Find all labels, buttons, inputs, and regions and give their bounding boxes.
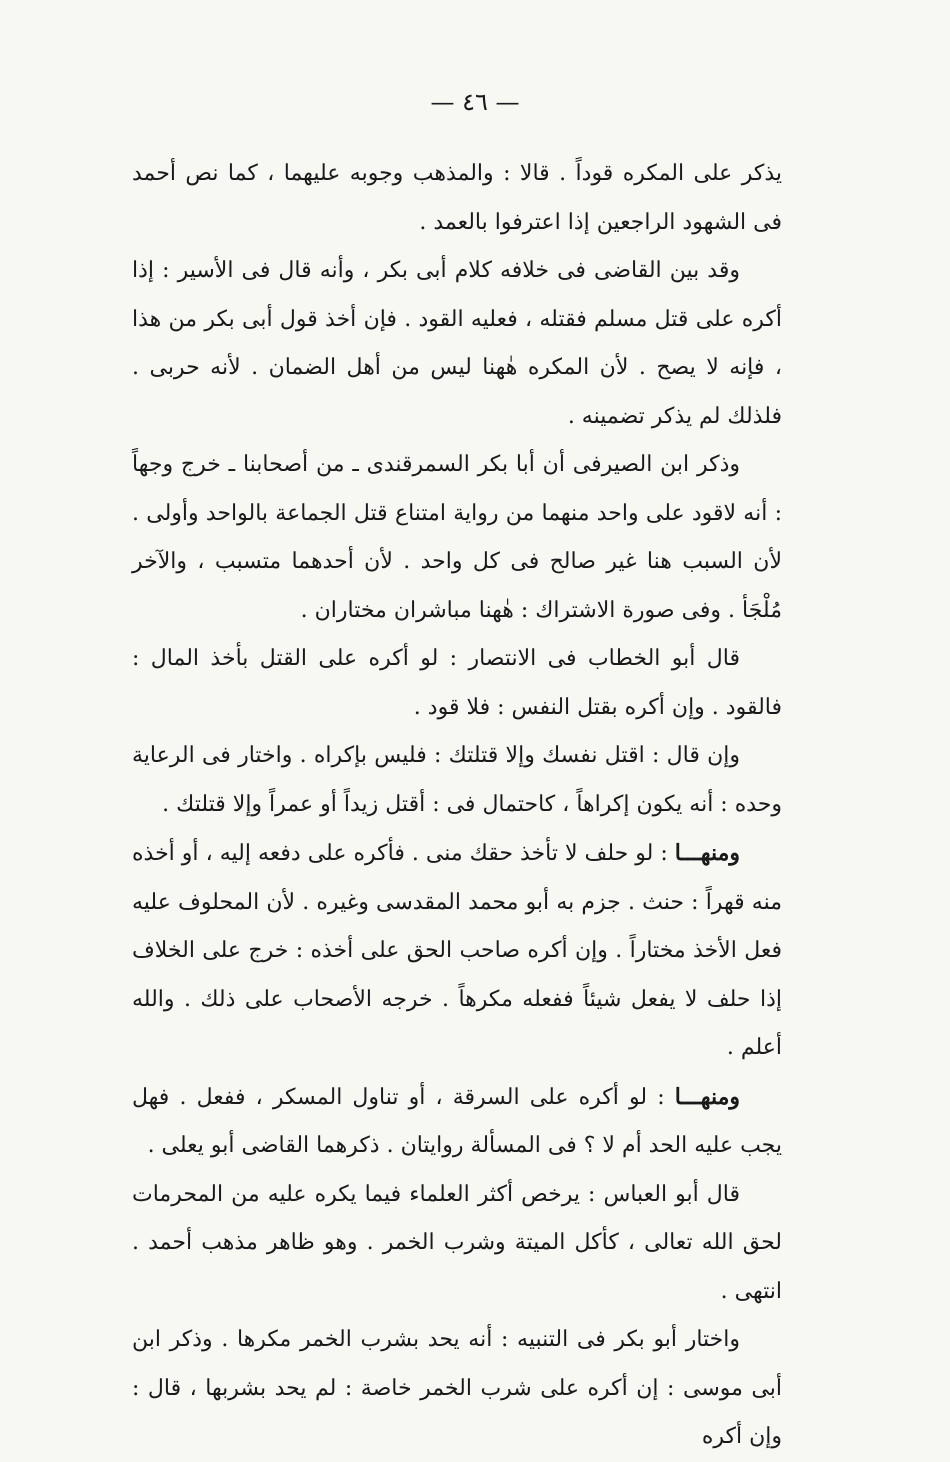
paragraph-text: وذكر ابن الصيرفى أن أبا بكر السمرقندى ـ من أصحابنا ـ خرج وجهاً : أنه لاقود على واحد منهما من رواية امتناع قتل الجماعة بالواحد وأولى . لأن السبب هنا غير صالح فى كل واحد . لأن أحدهما متسبب ، والآخر مُلْجَأ . وفى صورة الاشتراك : هٰهنا مباشران مختاران . (132, 452, 782, 623)
paragraph-text: وإن قال : اقتل نفسك وإلا قتلتك : فليس بإكراه . واختار فى الرعاية وحده : أنه يكون إكراهاً ، كاحتمال فى : أقتل زيداً أو عمراً وإلا قتلتك . (132, 743, 782, 817)
paragraph-text: قال أبو الخطاب فى الانتصار : لو أكره على القتل بأخذ المال : فالقود . وإن أكره بقتل النفس : فلا قود . (132, 646, 782, 720)
paragraph (132, 150, 782, 247)
paragraph (132, 441, 782, 635)
page-number: — ٤٦ — (430, 88, 520, 116)
paragraph (132, 247, 782, 441)
paragraph-text: وقد بين القاضى فى خلافه كلام أبى بكر ، وأنه قال فى الأسير : إذا أكره على قتل مسلم فقتله ، فعليه القود . فإن أخذ قول أبى بكر من هذا ، فإنه لا يصح . لأن المكره هٰهنا ليس من أهل الضمان . لأنه حربى . فلذلك لم يذكر تضمينه . (132, 258, 782, 429)
paragraph (132, 1073, 782, 1171)
paragraph-text: : لو حلف لا تأخذ حقك منى . فأكره على دفعه إليه ، أو أخذه منه قهراً : حنث . جزم به أبو محمد المقدسى وغيره . لأن المحلوف عليه فعل الأخذ مختاراً . وإن أكره صاحب الحق على أخذه : خرج على الخلاف إذا حلف لا يفعل شيئاً ففعله مكرهاً . خرجه الأصحاب على ذلك . والله أعلم . (132, 841, 782, 1060)
paragraph (132, 635, 782, 732)
paragraph-text: : لو أكره على السرقة ، أو تناول المسكر ، ففعل . فهل يجب عليه الحد أم لا ؟ فى المسألة روايتان . ذكرهما القاضى أبو يعلى . (132, 1084, 782, 1158)
paragraph (132, 1171, 782, 1317)
paragraph-text: قال أبو العباس : يرخص أكثر العلماء فيما يكره عليه من المحرمات لحق الله تعالى ، كأكل الميتة وشرب الخمر . وهو ظاهر مذهب أحمد . انتهى . (132, 1181, 782, 1304)
body-text (132, 150, 782, 1462)
paragraph (132, 732, 782, 829)
paragraph-text: يذكر على المكره قوداً . قالا : والمذهب وجوبه عليهما ، كما نص أحمد فى الشهود الراجعين إذا اعترفوا بالعمد . (132, 161, 782, 235)
paragraph (132, 1316, 782, 1462)
paragraph-lead-word: ومنهـــا (674, 840, 740, 866)
paragraph (132, 829, 782, 1073)
paragraph-lead-word: ومنهـــا (674, 1083, 740, 1110)
paragraph-text: واختار أبو بكر فى التنبيه : أنه يحد بشرب الخمر مكرها . وذكر ابن أبى موسى : إن أكره على شرب الخمر خاصة : لم يحد بشربها ، قال : وإن أكره (132, 1327, 782, 1449)
